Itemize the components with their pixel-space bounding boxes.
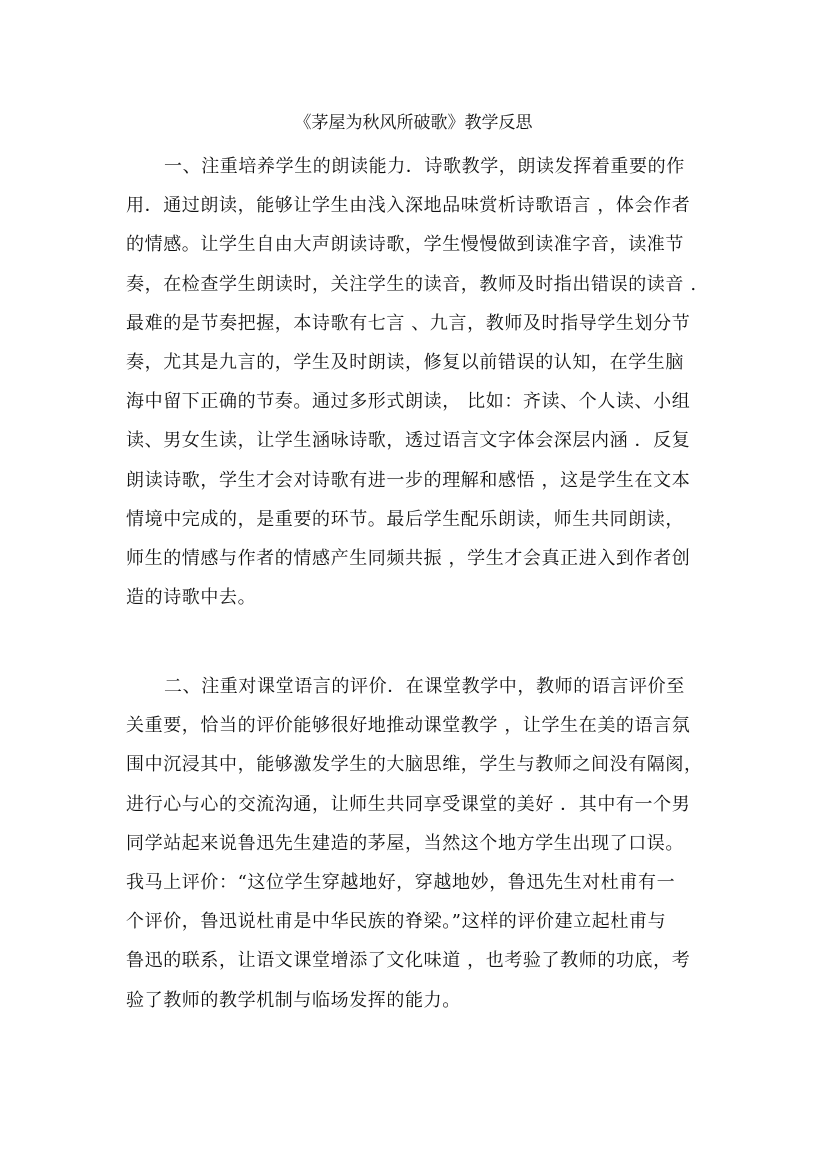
paragraph-line: 我马上评价：“这位学生穿越地好，穿越地妙，鲁迅先生对杜甫有一 [126,871,676,893]
paragraph-line: 鲁迅的联系，让语文课堂增添了文化味道 ，也考验了教师的功底，考 [126,950,691,972]
paragraph-line: 个评价，鲁迅说杜甫是中华民族的脊梁。”这样的评价建立起杜甫与 [126,911,667,933]
paragraph-line: 围中沉浸其中，能够激发学生的大脑思维，学生与教师之间没有隔阂， [126,754,703,776]
paragraph-line: 读、男女生读，让学生涵咏诗歌，透过语言文字体会深层内涵 ．反复 [126,430,691,452]
paragraph-line: 奏，尤其是九言的，学生及时朗读，修复以前错误的认知，在学生脑 [126,351,684,373]
paragraph-line: 造的诗歌中去。 [126,587,257,609]
paragraph-line: 同学站起来说鲁迅先生建造的茅屋，当然这个地方学生出现了口误。 [126,832,684,854]
paragraph-reading-ability [126,147,716,617]
paragraph-line: 进行心与心的交流沟通，让师生共同享受课堂的美好 ．其中有一个男 [126,793,691,815]
paragraph-line: 最难的是节奏把握，本诗歌有七言 、九言，教师及时指导学生划分节 [126,312,691,334]
paragraph-line: 验了教师的教学机制与临场发挥的能力。 [126,989,461,1011]
document-title: 《茅屋为秋风所破歌》教学反思 [294,113,533,133]
paragraph-line: 关重要，恰当的评价能够很好地推动课堂教学 ，让学生在美的语言氛 [126,715,691,737]
paragraph-line: 朗读诗歌，学生才会对诗歌有进一步的理解和感悟 ，这是学生在文本 [126,469,691,491]
paragraph-line: 的情感。让学生自由大声朗读诗歌，学生慢慢做到读准字音，读准节 [126,234,684,256]
paragraph-line: 情境中完成的，是重要的环节。最后学生配乐朗读，师生共同朗读， [126,508,684,530]
paragraph-line: 海中留下正确的节奏。通过多形式朗读， 比如：齐读、个人读、小组 [126,391,691,413]
paragraph-line: 用．通过朗读，能够让学生由浅入深地品味赏析诗歌语言 ，体会作者 [126,195,691,217]
paragraph-line: 奏，在检查学生朗读时，关注学生的读音，教师及时指出错误的读音 . [126,273,697,295]
paragraph-line: 二、注重对课堂语言的评价．在课堂教学中，教师的语言评价至 [164,676,685,697]
paragraph-line: 师生的情感与作者的情感产生同频共振 ，学生才会真正进入到作者创 [126,547,691,569]
paragraph-line: 一、注重培养学生的朗读能力．诗歌教学，朗读发挥着重要的作 [164,156,685,177]
paragraph-classroom-language [126,667,716,1020]
